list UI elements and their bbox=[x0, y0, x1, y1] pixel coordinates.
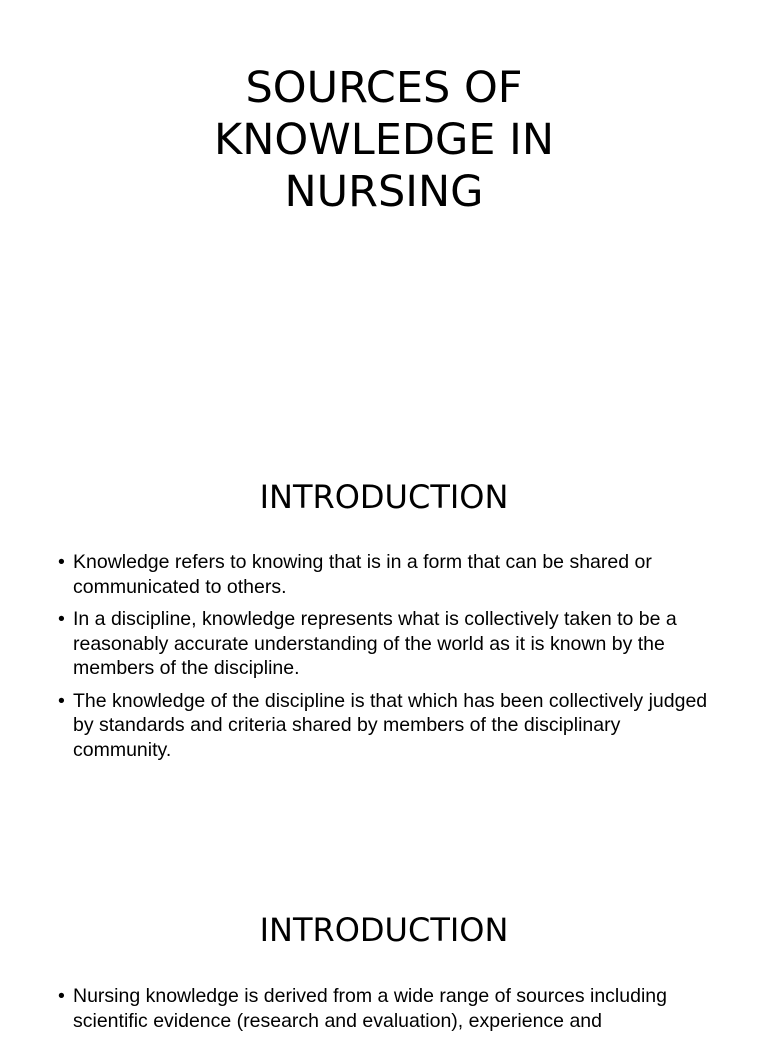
bullet-text: In a discipline, knowledge represents what is collectively taken to be a reasonably accurate understanding of the world as it is known by the members of the discipline. bbox=[73, 608, 677, 679]
bullet-text: Nursing knowledge is derived from a wide range of sources including scientific evidence (research and evaluation), experience and bbox=[73, 985, 667, 1032]
slide-title: SOURCES OF KNOWLEDGE IN NURSING bbox=[214, 63, 554, 217]
bullet-item bbox=[56, 984, 716, 1033]
slide-heading: INTRODUCTION bbox=[259, 911, 509, 949]
bullet-icon: • bbox=[58, 551, 65, 573]
slide-heading: INTRODUCTION bbox=[259, 478, 509, 516]
bullet-icon: • bbox=[58, 608, 65, 630]
bullet-text: The knowledge of the discipline is that which has been collectively judged by standards and criteria shared by members of the disciplinary community. bbox=[73, 689, 708, 761]
bullet-list bbox=[56, 984, 716, 1041]
bullet-icon: • bbox=[58, 689, 65, 712]
bullet-icon: • bbox=[58, 985, 65, 1007]
bullet-text: Knowledge refers to knowing that is in a form that can be shared or communicated to others. bbox=[73, 551, 652, 598]
